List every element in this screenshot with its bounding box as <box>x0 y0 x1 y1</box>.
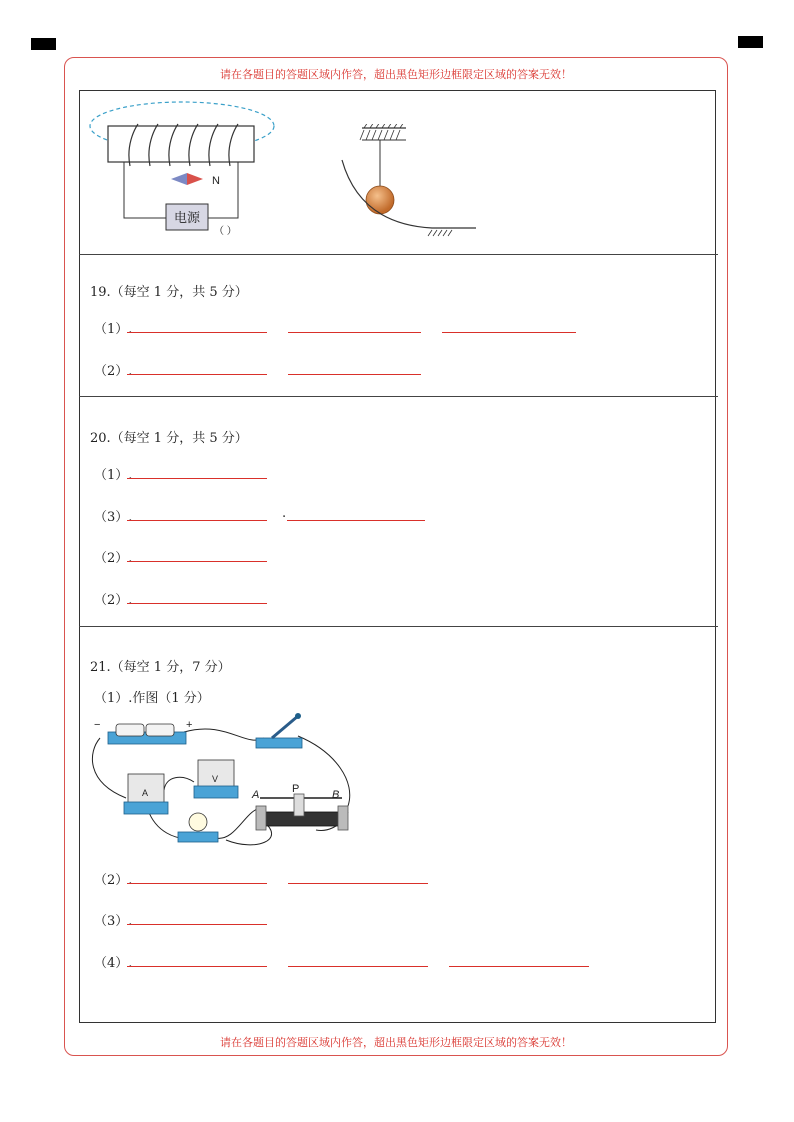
q19-row-2-label: （2）. <box>94 364 133 379</box>
divider-q19-q20 <box>79 396 718 397</box>
q20-title: 20.（每空 1 分，共 5 分） <box>90 431 248 446</box>
q19-row-1-label: （1）. <box>94 322 133 337</box>
circuit-minus: − <box>94 719 101 731</box>
point-a-label: A <box>252 789 260 801</box>
point-p-label: P <box>292 783 300 795</box>
q18-figure-electromagnet <box>86 96 286 241</box>
q20-blank-1[interactable] <box>127 478 267 479</box>
q21-row-3-label: （3）. <box>94 914 133 929</box>
registration-mark-left <box>31 38 56 50</box>
q18-figure-pendulum <box>336 124 486 244</box>
q21-blank-4b[interactable] <box>288 966 428 967</box>
q21-sub1: （1）.作图（1 分） <box>94 691 210 706</box>
q20-dot: . <box>282 506 287 521</box>
q20-blank-2a[interactable] <box>127 520 267 521</box>
ammeter-label: A <box>142 788 149 798</box>
circuit-plus: + <box>186 719 193 731</box>
q19-blank-1b[interactable] <box>288 332 421 333</box>
voltmeter-label: V <box>212 774 219 784</box>
q19-blank-1c[interactable] <box>442 332 576 333</box>
q21-row-4-label: （4）. <box>94 956 133 971</box>
q19-blank-1a[interactable] <box>127 332 267 333</box>
q21-blank-2b[interactable] <box>288 883 428 884</box>
q19-title: 19.（每空 1 分，共 5 分） <box>90 285 248 300</box>
q20-blank-3[interactable] <box>127 561 267 562</box>
q21-blank-3[interactable] <box>127 924 267 925</box>
q20-row-2-label: （3）. <box>94 510 133 525</box>
q19-blank-2a[interactable] <box>127 374 267 375</box>
notice-bottom: 请在各题目的答题区域内作答，超出黑色矩形边框限定区域的答案无效！ <box>220 1036 572 1049</box>
q21-blank-4c[interactable] <box>449 966 589 967</box>
q20-blank-2b[interactable] <box>287 520 425 521</box>
divider-q20-q21 <box>79 626 718 627</box>
q21-title: 21.（每空 1 分，7 分） <box>90 660 231 675</box>
q21-circuit-diagram[interactable] <box>86 712 356 852</box>
power-label: 电源 <box>174 210 201 225</box>
q21-blank-4a[interactable] <box>127 966 267 967</box>
q20-row-1-label: （1）. <box>94 468 133 483</box>
q20-row-4-label: （2）. <box>94 593 133 608</box>
compass-n-label: N <box>212 175 220 187</box>
q19-blank-2b[interactable] <box>288 374 421 375</box>
divider-q18-q19 <box>79 254 718 255</box>
answer-paren: （ ） <box>214 226 237 237</box>
q20-blank-4[interactable] <box>127 603 267 604</box>
q21-row-2-label: （2）. <box>94 873 133 888</box>
q20-row-3-label: （2）. <box>94 551 133 566</box>
registration-mark-right <box>738 36 763 48</box>
q21-blank-2a[interactable] <box>127 883 267 884</box>
point-b-label: B <box>332 789 340 801</box>
notice-top: 请在各题目的答题区域内作答，超出黑色矩形边框限定区域的答案无效！ <box>220 68 572 81</box>
